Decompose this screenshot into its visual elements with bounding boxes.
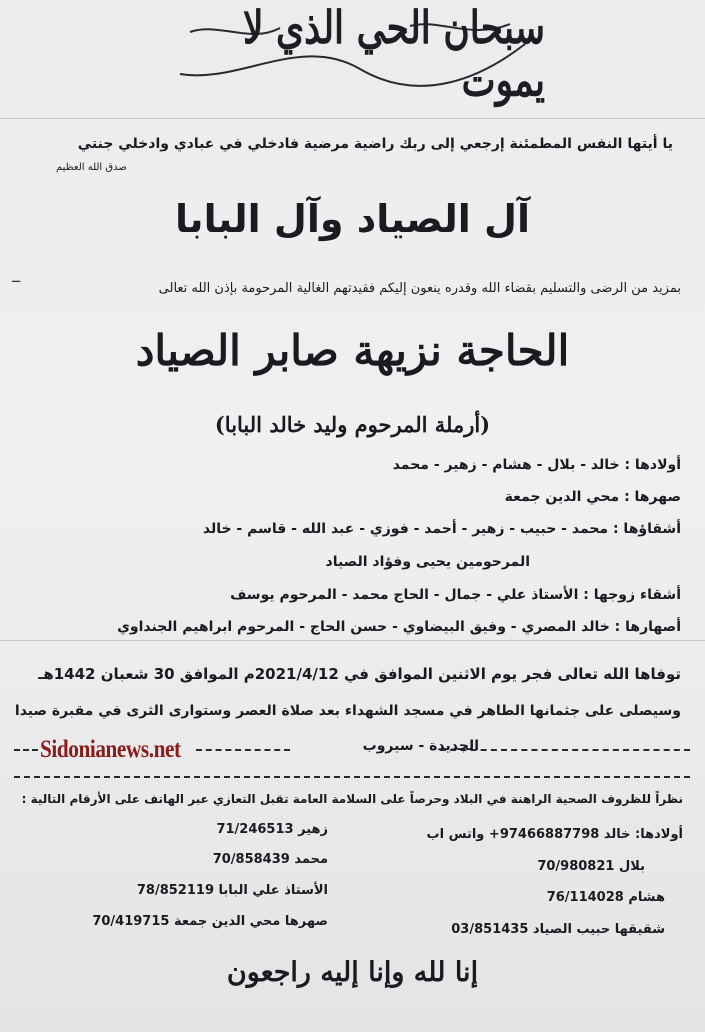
verse-signoff: صدق الله العظيم bbox=[56, 162, 127, 173]
relatives-line: صهرها : محي الدين جمعة bbox=[504, 489, 681, 505]
dashed-divider bbox=[440, 749, 690, 751]
relatives-line: أشقاؤها : محمد - حبيب - زهير - أحمد - فوزي - عبد الله - قاسم - خالد bbox=[202, 521, 681, 537]
widow-of: (أرملة المرحوم وليد خالد البابا) bbox=[214, 412, 491, 437]
sidonianews-watermark: Sidonianews.net bbox=[40, 736, 181, 763]
dashed-divider bbox=[14, 749, 38, 751]
contact-entry: محمد 70/858439 bbox=[212, 852, 328, 867]
families-heading: آل الصياد وآل البابا bbox=[175, 197, 530, 241]
death-date: توفاها الله تعالى فجر يوم الاثنين الموافق في 2021/4/12م الموافق 30 شعبان 1442هـ bbox=[38, 665, 681, 683]
contact-entry: شقيقها حبيب الصياد 03/851435 bbox=[451, 922, 665, 937]
intro-text: بمزيد من الرضى والتسليم بقضاء الله وقدره ينعون إليكم فقيدتهم الغالية المرحومة بإذن الله تعالى bbox=[158, 281, 681, 296]
contact-entry: هشام 76/114028 bbox=[546, 890, 665, 905]
dashed-divider bbox=[14, 776, 690, 778]
closing-phrase: إنا لله وإنا إليه راجعون bbox=[226, 957, 479, 988]
relatives-line: أصهارها : خالد المصري - وفيق البيضاوي - حسن الحاج - المرحوم ابراهيم الجنداوي bbox=[117, 619, 681, 635]
contact-entry: صهرها محي الدين جمعة 70/419715 bbox=[92, 914, 328, 929]
contact-entry: زهير 71/246513 bbox=[216, 822, 328, 837]
paper-fold bbox=[0, 640, 705, 641]
contact-entry: أولادها: خالد 97466887798+ واتس اب bbox=[426, 827, 683, 842]
header-calligraphy-text: سبحان الحي الذي لا يموت bbox=[242, 1, 545, 107]
relatives-line: أولادها : خالد - بلال - هشام - زهير - محمد bbox=[392, 457, 681, 473]
quran-verse: يا أيتها النفس المطمئنة إرجعي إلى ربك راضية مرضية فادخلي في عبادي وادخلي جنتي bbox=[77, 136, 673, 152]
burial-details: وسيصلى على جثمانها الطاهر في مسجد الشهداء بعد صلاة العصر وستوارى الثرى في مقبرة صيدا bbox=[14, 703, 681, 719]
contact-entry: الأستاذ علي البابا 78/852119 bbox=[136, 883, 328, 898]
header-calligraphy bbox=[160, 1, 545, 107]
burial-place: الجديدة - سيروب bbox=[362, 738, 479, 754]
contact-entry: بلال 70/980821 bbox=[537, 859, 645, 874]
relatives-line: المرحومين يحيى وفؤاد الصياد bbox=[325, 554, 530, 570]
decorative-mark: ــ bbox=[12, 270, 21, 286]
deceased-name: الحاجة نزيهة صابر الصياد bbox=[135, 326, 570, 375]
paper-fold bbox=[0, 118, 705, 119]
dashed-divider bbox=[196, 749, 290, 751]
relatives-line: أشقاء زوجها : الأستاذ علي - جمال - الحاج محمد - المرحوم يوسف bbox=[230, 587, 681, 603]
condolence-notice: نظراً للظروف الصحية الراهنة في البلاد وحرصاً على السلامة العامة تقبل التعازي عبر الهاتف على الأرقام التالية : bbox=[21, 792, 683, 806]
